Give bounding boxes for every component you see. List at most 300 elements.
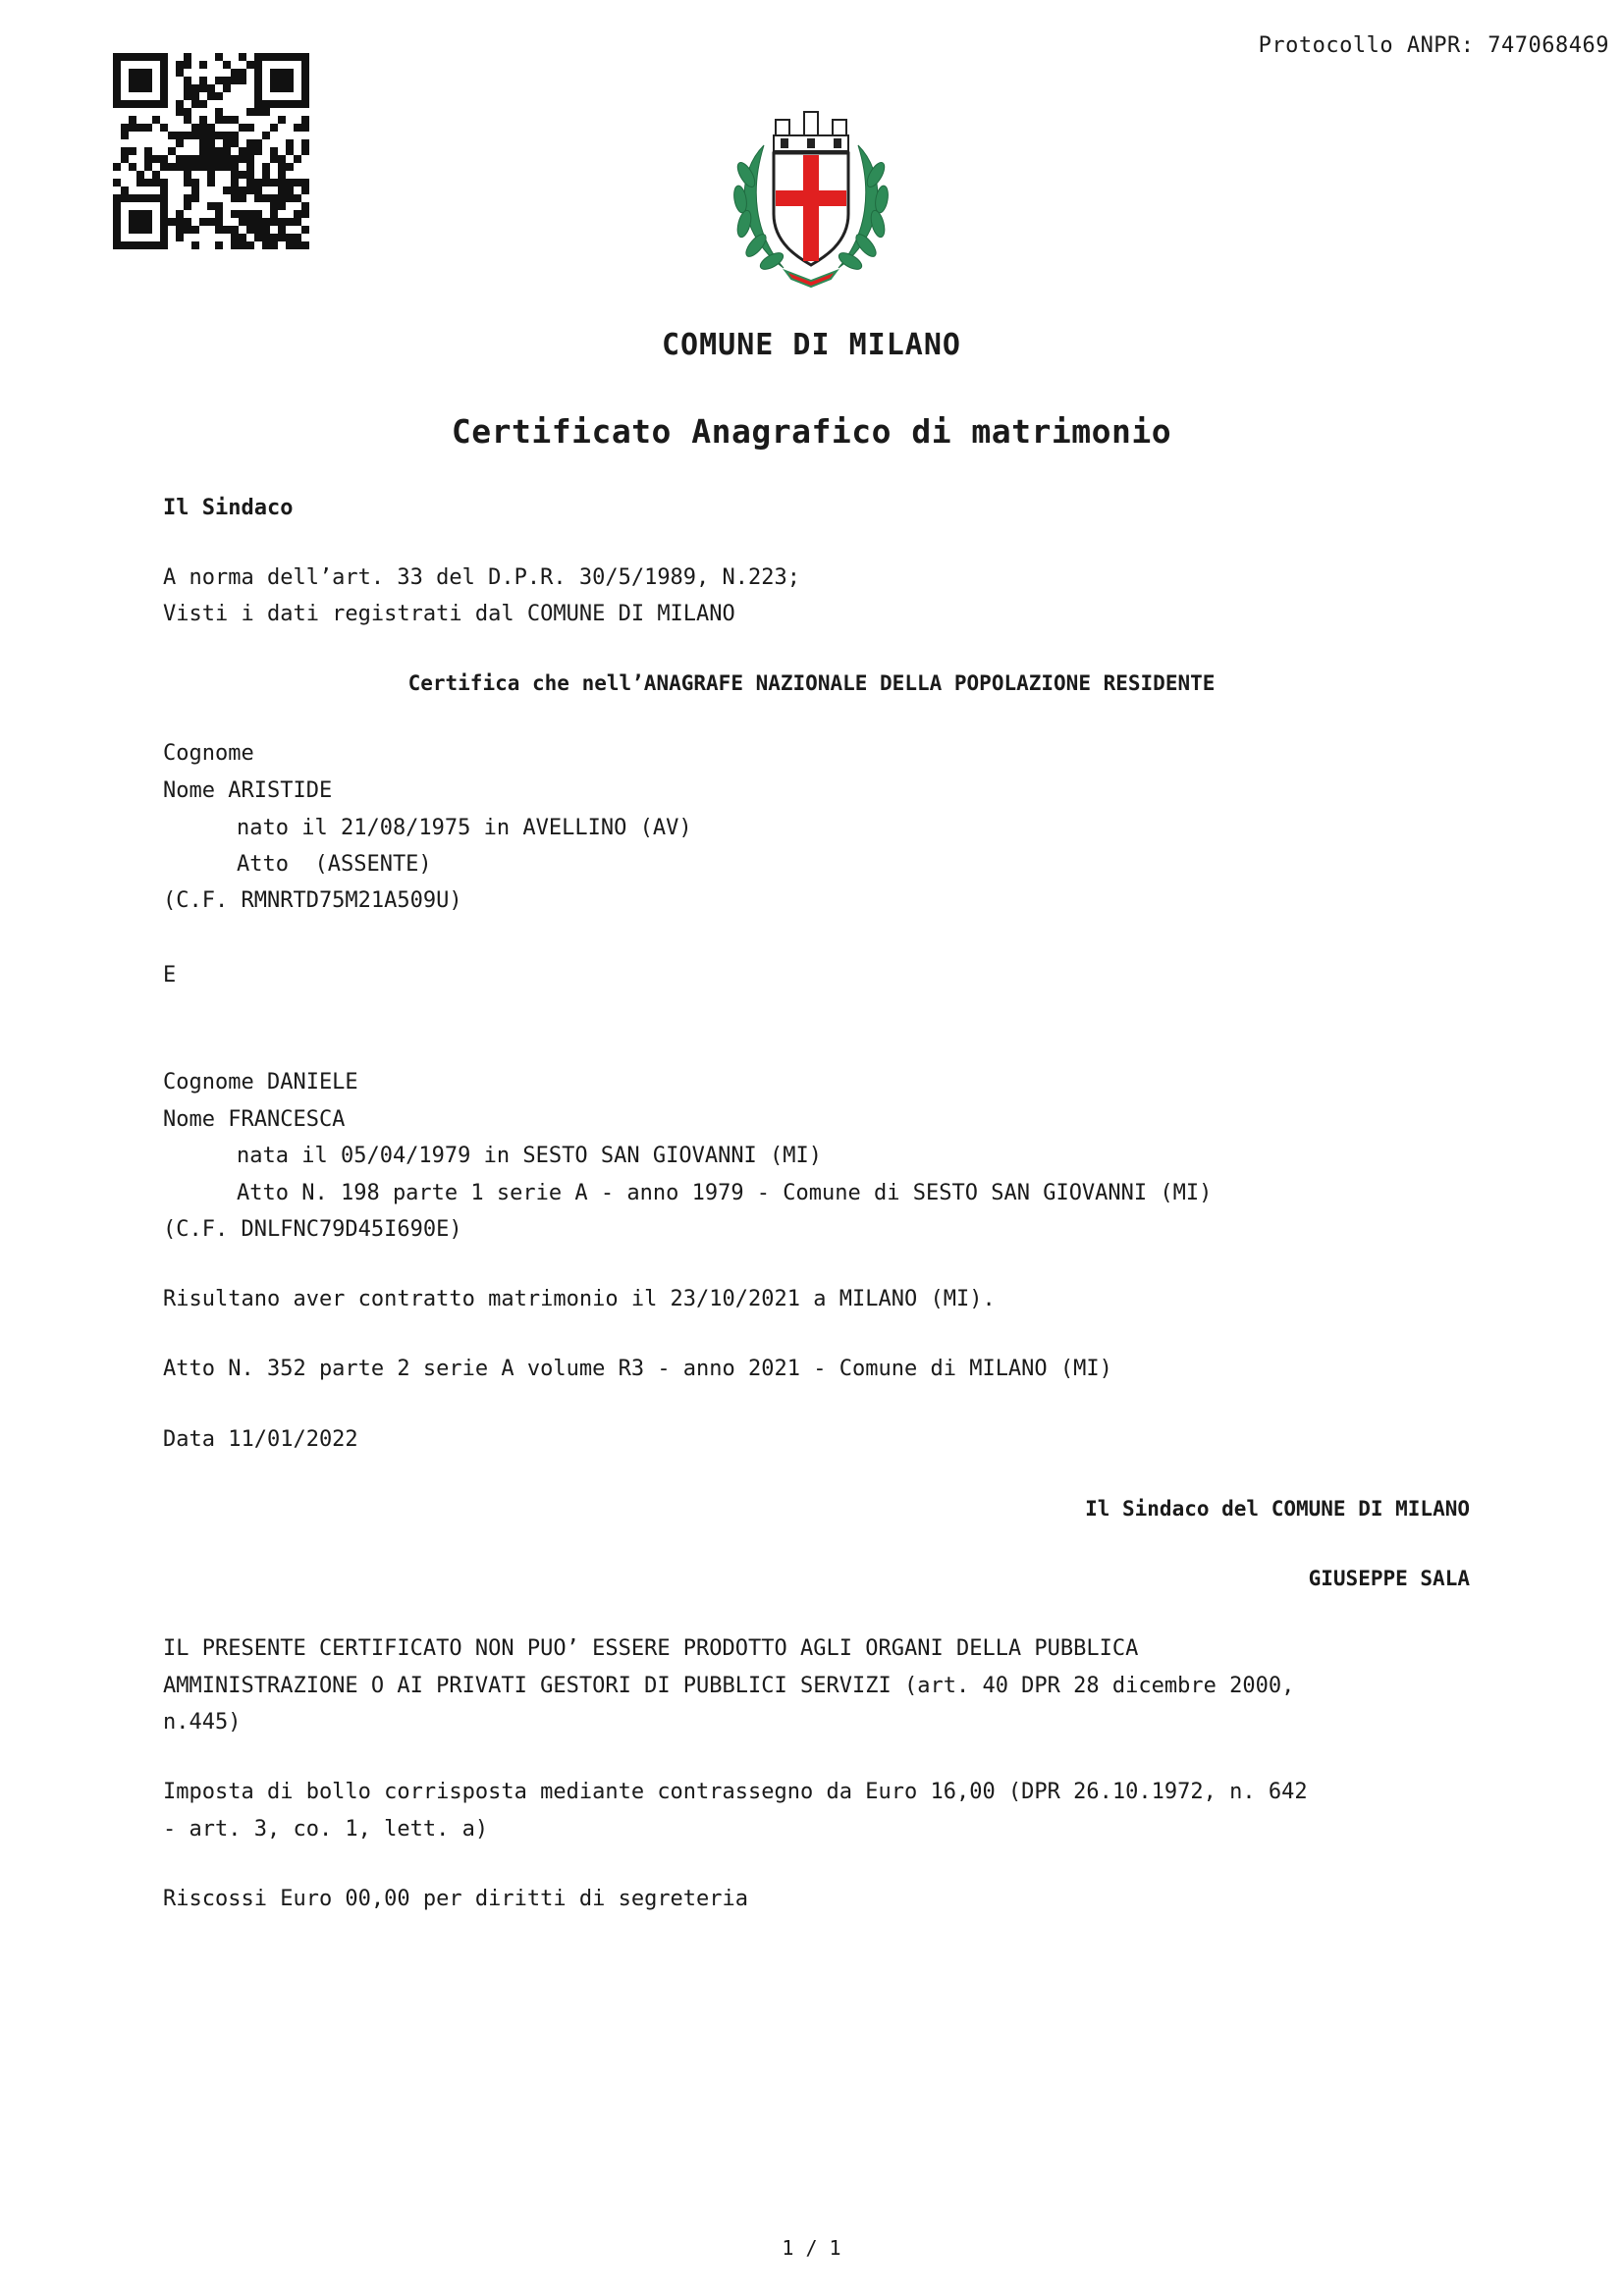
qr-module — [270, 218, 278, 226]
qr-module — [254, 77, 262, 84]
qr-module — [199, 218, 207, 226]
qr-module — [207, 84, 215, 92]
qr-module — [254, 218, 262, 226]
fees-collected: Riscossi Euro 00,00 per diritti di segreteria — [163, 1887, 749, 1911]
qr-module — [129, 84, 136, 92]
qr-module — [294, 100, 301, 108]
qr-module — [223, 226, 231, 234]
qr-module — [278, 53, 286, 61]
qr-module — [239, 124, 246, 132]
qr-module — [144, 218, 152, 226]
qr-module — [207, 139, 215, 147]
qr-module — [184, 77, 191, 84]
qr-module — [184, 84, 191, 92]
qr-module — [184, 92, 191, 100]
qr-module — [176, 234, 184, 241]
qr-module — [129, 77, 136, 84]
qr-module — [160, 210, 168, 218]
qr-module — [286, 179, 294, 187]
qr-module — [254, 100, 262, 108]
qr-module — [168, 147, 176, 155]
qr-module — [270, 241, 278, 249]
qr-module — [286, 194, 294, 202]
qr-module — [121, 187, 129, 194]
stamp-duty-line2: - art. 3, co. 1, lett. a) — [163, 1817, 489, 1842]
qr-module — [129, 147, 136, 155]
qr-module — [262, 241, 270, 249]
spouse2-surname: Cognome DANIELE — [163, 1070, 358, 1095]
qr-module — [254, 61, 262, 69]
qr-module — [160, 124, 168, 132]
qr-module — [136, 124, 144, 132]
qr-module — [160, 241, 168, 249]
qr-module — [184, 108, 191, 116]
qr-module — [129, 241, 136, 249]
qr-module — [239, 147, 246, 155]
qr-module — [191, 92, 199, 100]
qr-module — [191, 179, 199, 187]
qr-module — [278, 171, 286, 179]
qr-module — [113, 53, 121, 61]
qr-module — [262, 100, 270, 108]
qr-module — [113, 241, 121, 249]
qr-module — [215, 132, 223, 139]
qr-module — [286, 69, 294, 77]
qr-module — [136, 179, 144, 187]
qr-module — [262, 108, 270, 116]
qr-module — [270, 84, 278, 92]
qr-module — [176, 218, 184, 226]
qr-module — [136, 210, 144, 218]
qr-module — [223, 147, 231, 155]
qr-module — [262, 53, 270, 61]
usage-warning-line3: n.445) — [163, 1710, 242, 1735]
qr-module — [215, 53, 223, 61]
qr-module — [184, 179, 191, 187]
qr-module — [239, 234, 246, 241]
qr-module — [160, 61, 168, 69]
qr-module — [113, 61, 121, 69]
qr-module — [199, 61, 207, 69]
qr-module — [278, 234, 286, 241]
qr-module — [254, 108, 262, 116]
qr-module — [270, 53, 278, 61]
usage-warning-line1: IL PRESENTE CERTIFICATO NON PUO’ ESSERE PRODOTTO AGLI ORGANI DELLA PUBBLICA — [163, 1636, 1139, 1661]
qr-module — [215, 241, 223, 249]
qr-module — [113, 234, 121, 241]
qr-module — [231, 226, 239, 234]
qr-module — [246, 147, 254, 155]
qr-module — [301, 116, 309, 124]
qr-module — [246, 179, 254, 187]
qr-module — [160, 84, 168, 92]
qr-module — [160, 163, 168, 171]
qr-module — [231, 171, 239, 179]
qr-module — [207, 147, 215, 155]
qr-module — [136, 69, 144, 77]
qr-module — [215, 218, 223, 226]
qr-module — [144, 53, 152, 61]
qr-module — [160, 234, 168, 241]
qr-module — [215, 108, 223, 116]
qr-module — [136, 100, 144, 108]
issue-date: Data 11/01/2022 — [163, 1427, 358, 1452]
qr-module — [239, 171, 246, 179]
qr-module — [231, 132, 239, 139]
qr-module — [207, 92, 215, 100]
qr-module — [231, 187, 239, 194]
qr-module — [144, 194, 152, 202]
qr-module — [144, 124, 152, 132]
marriage-record: Atto N. 352 parte 2 serie A volume R3 - anno 2021 - Comune di MILANO (MI) — [163, 1357, 1112, 1381]
qr-module — [301, 139, 309, 147]
qr-module — [129, 53, 136, 61]
qr-module — [199, 84, 207, 92]
qr-module — [278, 218, 286, 226]
qr-module — [301, 202, 309, 210]
qr-module — [191, 226, 199, 234]
qr-module — [113, 69, 121, 77]
qr-module — [207, 132, 215, 139]
qr-module — [278, 155, 286, 163]
qr-module — [262, 132, 270, 139]
qr-module — [144, 226, 152, 234]
qr-module — [121, 124, 129, 132]
qr-module — [278, 187, 286, 194]
qr-module — [239, 53, 246, 61]
qr-module — [262, 163, 270, 171]
qr-module — [184, 163, 191, 171]
qr-module — [215, 92, 223, 100]
qr-module — [231, 77, 239, 84]
qr-module — [231, 234, 239, 241]
spouse1-birth: nato il 21/08/1975 in AVELLINO (AV) — [237, 816, 692, 840]
qr-module — [262, 179, 270, 187]
qr-module — [113, 77, 121, 84]
spouse2-birth: nata il 05/04/1979 in SESTO SAN GIOVANNI (MI) — [237, 1144, 823, 1168]
qr-module — [168, 163, 176, 171]
qr-module — [199, 147, 207, 155]
qr-module — [254, 226, 262, 234]
qr-module — [301, 226, 309, 234]
qr-module — [286, 234, 294, 241]
qr-module — [121, 53, 129, 61]
qr-module — [286, 53, 294, 61]
qr-module — [294, 155, 301, 163]
qr-module — [207, 218, 215, 226]
qr-module — [136, 77, 144, 84]
signatory-name: GIUSEPPE SALA — [1308, 1567, 1470, 1590]
qr-module — [278, 226, 286, 234]
qr-module — [129, 69, 136, 77]
qr-module — [176, 100, 184, 108]
qr-module — [246, 163, 254, 171]
qr-module — [246, 155, 254, 163]
qr-module — [246, 61, 254, 69]
qr-module — [207, 202, 215, 210]
qr-module — [246, 171, 254, 179]
qr-module — [160, 218, 168, 226]
qr-module — [176, 139, 184, 147]
qr-module — [270, 202, 278, 210]
stamp-duty-line1: Imposta di bollo corrisposta mediante contrassegno da Euro 16,00 (DPR 26.10.1972, n. 642 — [163, 1780, 1308, 1804]
page-number: 1 / 1 — [782, 2236, 841, 2260]
qr-module — [231, 241, 239, 249]
qr-module — [301, 69, 309, 77]
qr-module — [191, 155, 199, 163]
qr-module — [199, 132, 207, 139]
qr-module — [184, 155, 191, 163]
qr-module — [231, 139, 239, 147]
qr-module — [191, 84, 199, 92]
qr-module — [160, 194, 168, 202]
spouse1-name: Nome ARISTIDE — [163, 778, 333, 803]
qr-module — [254, 147, 262, 155]
qr-module — [121, 100, 129, 108]
qr-module — [301, 61, 309, 69]
qr-module — [223, 132, 231, 139]
qr-module — [144, 210, 152, 218]
qr-module — [301, 187, 309, 194]
qr-module — [278, 179, 286, 187]
qr-module — [262, 218, 270, 226]
qr-module — [176, 210, 184, 218]
qr-module — [191, 187, 199, 194]
qr-module — [231, 155, 239, 163]
qr-module — [136, 84, 144, 92]
qr-module — [121, 194, 129, 202]
qr-module — [301, 53, 309, 61]
qr-module — [254, 179, 262, 187]
qr-module — [215, 77, 223, 84]
qr-module — [239, 194, 246, 202]
qr-module — [136, 226, 144, 234]
qr-module — [262, 194, 270, 202]
spouse2-name: Nome FRANCESCA — [163, 1107, 346, 1132]
certification-statement: Certifica che nell’ANAGRAFE NAZIONALE DELLA POPOLAZIONE RESIDENTE — [407, 671, 1216, 695]
qr-module — [246, 226, 254, 234]
qr-module — [239, 241, 246, 249]
qr-module — [129, 210, 136, 218]
qr-module — [223, 139, 231, 147]
qr-module — [176, 163, 184, 171]
qr-module — [270, 179, 278, 187]
qr-module — [231, 69, 239, 77]
qr-module — [207, 163, 215, 171]
qr-module — [113, 218, 121, 226]
qr-module — [239, 69, 246, 77]
qr-module — [184, 53, 191, 61]
qr-module — [254, 84, 262, 92]
qr-module — [262, 171, 270, 179]
qr-module — [215, 226, 223, 234]
qr-module — [199, 155, 207, 163]
qr-module — [113, 226, 121, 234]
qr-module — [121, 147, 129, 155]
qr-module — [144, 69, 152, 77]
qr-module — [152, 155, 160, 163]
qr-module — [278, 116, 286, 124]
qr-module — [184, 171, 191, 179]
spouse1-tax-code: (C.F. RMNRTD75M21A509U) — [163, 888, 462, 913]
qr-module — [176, 155, 184, 163]
qr-module — [152, 194, 160, 202]
qr-module — [144, 77, 152, 84]
qr-module — [168, 132, 176, 139]
qr-module — [301, 124, 309, 132]
spouse1-surname: Cognome — [163, 741, 254, 766]
qr-module — [223, 61, 231, 69]
qr-module — [215, 155, 223, 163]
qr-module — [199, 163, 207, 171]
qr-module — [207, 171, 215, 179]
qr-module — [262, 234, 270, 241]
qr-module — [160, 69, 168, 77]
qr-module — [246, 139, 254, 147]
qr-module — [136, 241, 144, 249]
qr-module — [246, 124, 254, 132]
qr-module — [160, 53, 168, 61]
qr-module — [207, 179, 215, 187]
usage-warning-line2: AMMINISTRAZIONE O AI PRIVATI GESTORI DI PUBBLICI SERVIZI (art. 40 DPR 28 dicembre 2000, — [163, 1674, 1295, 1698]
qr-module — [113, 194, 121, 202]
qr-module — [246, 187, 254, 194]
qr-module — [231, 116, 239, 124]
qr-module — [144, 179, 152, 187]
qr-module — [246, 241, 254, 249]
qr-module — [136, 53, 144, 61]
qr-module — [231, 179, 239, 187]
qr-module — [294, 210, 301, 218]
protocol-number: Protocollo ANPR: 747068469 — [1258, 33, 1609, 58]
qr-module — [207, 155, 215, 163]
qr-module — [239, 77, 246, 84]
qr-module — [286, 147, 294, 155]
qr-module — [113, 84, 121, 92]
qr-module — [176, 108, 184, 116]
qr-module — [176, 69, 184, 77]
qr-module — [286, 77, 294, 84]
qr-module — [215, 210, 223, 218]
issuer-title: COMUNE DI MILANO — [662, 328, 961, 362]
qr-module — [286, 163, 294, 171]
qr-module — [199, 124, 207, 132]
qr-module — [301, 147, 309, 155]
qr-module — [301, 84, 309, 92]
signatory-role: Il Sindaco del COMUNE DI MILANO — [1085, 1497, 1470, 1521]
spouse1-record: Atto (ASSENTE) — [237, 852, 432, 877]
qr-module — [301, 77, 309, 84]
qr-module — [301, 210, 309, 218]
qr-module — [113, 210, 121, 218]
qr-module — [113, 179, 121, 187]
qr-module — [176, 132, 184, 139]
qr-module — [121, 155, 129, 163]
qr-module — [129, 100, 136, 108]
qr-module — [199, 139, 207, 147]
qr-module — [184, 202, 191, 210]
qr-module — [286, 100, 294, 108]
qr-module — [301, 241, 309, 249]
qr-module — [152, 100, 160, 108]
data-source: Visti i dati registrati dal COMUNE DI MILANO — [163, 602, 735, 626]
qr-module — [254, 139, 262, 147]
qr-module — [152, 171, 160, 179]
qr-module — [294, 179, 301, 187]
qr-module — [286, 218, 294, 226]
qr-module — [160, 187, 168, 194]
qr-module — [160, 179, 168, 187]
qr-module — [270, 77, 278, 84]
qr-module — [136, 171, 144, 179]
qr-code — [113, 53, 309, 249]
qr-module — [270, 100, 278, 108]
qr-module — [184, 61, 191, 69]
qr-module — [215, 147, 223, 155]
qr-module — [254, 234, 262, 241]
qr-module — [136, 194, 144, 202]
qr-module — [121, 241, 129, 249]
qr-module — [113, 202, 121, 210]
qr-module — [223, 155, 231, 163]
qr-module — [144, 147, 152, 155]
document-title: Certificato Anagrafico di matrimonio — [451, 412, 1172, 451]
qr-module — [254, 194, 262, 202]
qr-module — [136, 218, 144, 226]
qr-module — [144, 155, 152, 163]
qr-module — [152, 241, 160, 249]
qr-module — [294, 234, 301, 241]
qr-module — [239, 187, 246, 194]
qr-module — [278, 84, 286, 92]
qr-module — [254, 53, 262, 61]
qr-module — [278, 194, 286, 202]
qr-module — [286, 187, 294, 194]
spouse2-record: Atto N. 198 parte 1 serie A - anno 1979 - Comune di SESTO SAN GIOVANNI (MI) — [237, 1181, 1213, 1205]
qr-module — [160, 226, 168, 234]
qr-module — [144, 241, 152, 249]
qr-module — [278, 163, 286, 171]
qr-module — [231, 163, 239, 171]
qr-module — [294, 53, 301, 61]
qr-module — [223, 116, 231, 124]
qr-module — [191, 241, 199, 249]
qr-module — [199, 100, 207, 108]
qr-module — [286, 84, 294, 92]
qr-module — [121, 132, 129, 139]
qr-module — [294, 194, 301, 202]
qr-module — [207, 124, 215, 132]
qr-module — [113, 163, 121, 171]
qr-module — [270, 234, 278, 241]
qr-module — [191, 132, 199, 139]
qr-module — [246, 210, 254, 218]
qr-module — [184, 194, 191, 202]
qr-module — [184, 116, 191, 124]
qr-module — [184, 218, 191, 226]
qr-module — [239, 210, 246, 218]
qr-module — [152, 179, 160, 187]
qr-module — [246, 108, 254, 116]
qr-module — [301, 179, 309, 187]
qr-module — [191, 163, 199, 171]
conjunction: E — [163, 963, 177, 988]
qr-module — [278, 202, 286, 210]
qr-module — [262, 226, 270, 234]
qr-module — [278, 69, 286, 77]
qr-module — [152, 53, 160, 61]
qr-module — [176, 226, 184, 234]
